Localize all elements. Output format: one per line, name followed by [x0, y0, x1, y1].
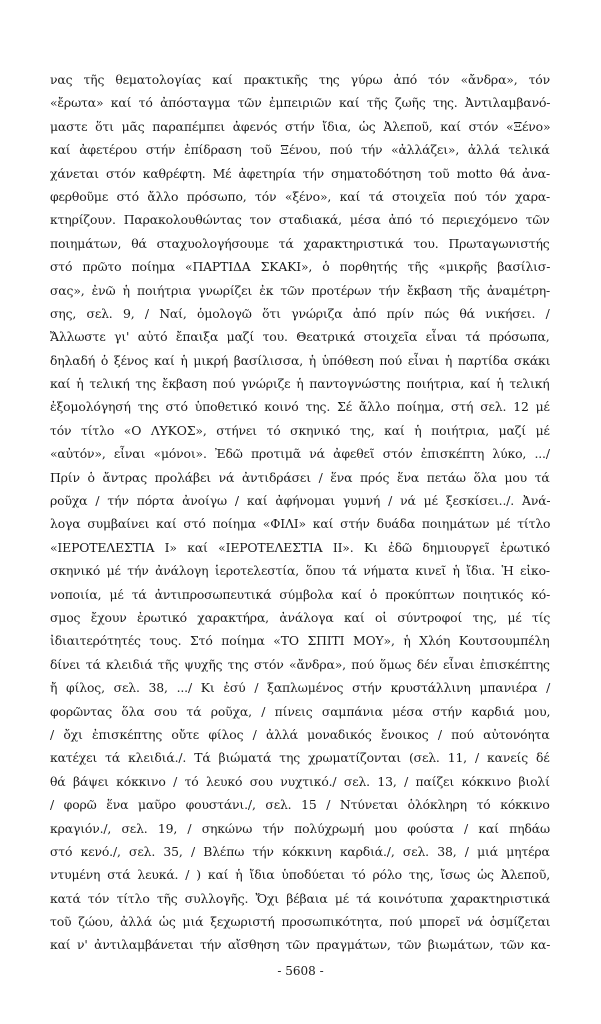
text-line: μαστε ὅτι μᾶς παραπέμπει ἀφενός στήν ἴδια, ὡς Ἀλεποῦ, καί στόν «Ξένο»: [50, 118, 551, 134]
text-line: θά βάψει κόκκινο / τό λευκό σου νυχτικό./ σελ. 13, / παίζει κόκκινο βιολί: [50, 773, 550, 789]
text-line: ἰδιαιτερότητές τους. Στό ποίημα «ΤΟ ΣΠΙΤΙ ΜΟΥ», ἡ Χλόη Κουτσουμπέλη: [50, 633, 550, 649]
text-line: Ἄλλωστε γι' αὐτό ἔπαιξα μαζί του. Θεατρικά στοιχεῖα εἶναι τά πρόσωπα,: [50, 329, 550, 345]
text-line: ντυμένη στά λευκά. / ) καί ἡ ἴδια ὑποδύεται τό ρόλο της, ἴσως ὡς Ἀλεποῦ,: [50, 867, 551, 883]
text-line: χάνεται στόν καθρέφτη. Μέ ἀφετηρία τήν σηματοδότηση τοῦ motto θά ἀνα-: [50, 165, 551, 181]
text-line: ἐξομολόγησή της στό ὑποθετικό κοινό της. Σέ ἄλλο ποίημα, στή σελ. 12 μέ: [50, 399, 550, 415]
text-line: κραγιόν./, σελ. 19, / σηκώνω τήν πολύχρωμή μου φούστα / καί πηδάω: [50, 820, 550, 836]
text-line: φερθοῦμε στό ἄλλο πρόσωπο, τόν «ξένο», καί τά στοιχεῖα πού τόν χαρα-: [50, 188, 551, 204]
text-line: φορῶντας ὅλα σου τά ροῦχα, / πίνεις σαμπάνια μέσα στήν καρδιά μου,: [50, 703, 551, 719]
text-line: «ἔρωτα» καί τό ἀπόσταγμα τῶν ἐμπειριῶν καί τῆς ζωῆς της. Ἀντιλαμβανό-: [50, 95, 551, 111]
text-line: σμος ἔχουν ἐρωτικό χαρακτήρα, ἀνάλογα καί οἱ σύντροφοί της, μέ τίς: [50, 609, 551, 625]
text-line: κτηρίζουν. Παρακολουθώντας τον σταδιακά, μέσα ἀπό τό περιεχόμενο τῶν: [50, 212, 550, 228]
text-line: νοποιία, μέ τά ἀντιπροσωπευτικά σύμβολα καί ὁ προκύπτων ποιητικός κό-: [50, 586, 551, 602]
page-number: - 5608 -: [277, 964, 324, 978]
text-line: καί ἀφετέρου στήν ἐπίδραση τοῦ Ξένου, πού τήν «ἀλλάζει», ἀλλά τελικά: [50, 142, 550, 158]
text-line: κατά τόν τίτλο τῆς συλλογῆς. Ὄχι βέβαια μέ τά κοινότυπα χαρακτηριστικά: [50, 890, 550, 906]
text-line: σας», ἐνῶ ἡ ποιήτρια γνωρίζει ἐκ τῶν προτέρων τήν ἔκβαση τῆς ἀναμέτρη-: [50, 282, 551, 298]
text-line: σκηνικό μέ τήν ἀνάλογη ἱεροτελεστία, ὅπου τά νήματα κινεῖ ἡ ἴδια. Ἡ εἰκο-: [50, 563, 550, 579]
text-line: ἤ φίλος, σελ. 38, .../ Κι ἐσύ / ξαπλωμένος στήν κρυστάλλινη μπανιέρα /: [50, 680, 551, 696]
text-line: καί ν' ἀντιλαμβάνεται τήν αἴσθηση τῶν πραγμάτων, τῶν βιωμάτων, τῶν κα-: [50, 937, 551, 953]
text-line: δίνει τά κλειδιά τῆς ψυχῆς της στόν «ἄνδρα», πού ὅμως δέν εἶναι ἐπισκέπτης: [50, 656, 550, 672]
text-line: λογα συμβαίνει καί στό ποίημα «ΦΙΛΙ» καί στήν δυάδα ποιημάτων μέ τίτλο: [50, 516, 551, 532]
text-line: καί ἡ τελική της ἔκβαση πού γνώριζε ἡ παντογνώστης ποιήτρια, καί ἡ τελική: [50, 376, 550, 392]
text-line: ροῦχα / τήν πόρτα ἀνοίγω / καί ἀφήνομαι γυμνή / νά μέ ξεσκίσει../. Ἀνά-: [50, 493, 551, 509]
body-text: [50, 68, 550, 957]
text-line: / φορῶ ἕνα μαῦρο φουστάνι./, σελ. 15 / Ντύνεται ὁλόκληρη τό κόκκινο: [50, 797, 550, 813]
text-line: νας τῆς θεματολογίας καί πρακτικῆς της γύρω ἀπό τόν «ἄνδρα», τόν: [50, 72, 550, 87]
text-line: «αὐτόν», εἶναι «μόνοι». Ἐδῶ προτιμᾶ νά ἀφεθεῖ στόν ἐπισκέπτη λύκο, .../: [50, 446, 550, 462]
text-line: κατέχει τά κλειδιά./. Τά βιώματά της χρωματίζονται (σελ. 11, / κανείς δέ: [50, 750, 550, 766]
text-line: Πρίν ὁ ἄντρας προλάβει νά ἀντιδράσει / ἕνα πρός ἕνα πετάω ὅλα μου τά: [50, 469, 550, 485]
text-line: «ΙΕΡΟΤΕΛΕΣΤΙΑ Ι» καί «ΙΕΡΟΤΕΛΕΣΤΙΑ ΙΙ». Κι ἐδῶ δημιουργεῖ ἐρωτικό: [50, 539, 550, 555]
text-line: στό πρῶτο ποίημα «ΠΑΡΤΙΔΑ ΣΚΑΚΙ», ὁ πορθητής τῆς «μικρῆς βασίλισ-: [50, 259, 551, 275]
text-line: τοῦ ζώου, ἀλλά ὡς μιά ξεχωριστή προσωπικότητα, πού μπορεῖ νά ὁσμίζεται: [50, 914, 551, 930]
text-line: στό κενό./, σελ. 35, / Βλέπω τήν κόκκινη καρδιά./, σελ. 38, / μιά μητέρα: [50, 843, 550, 859]
text-line: ποιημάτων, θά σταχυολογήσουμε τά χαρακτηριστικά του. Πρωταγωνιστής: [50, 235, 550, 251]
text-line: δηλαδή ὁ ξένος καί ἡ μικρή βασίλισσα, ἡ ὑπόθεση πού εἶναι ἡ παρτίδα σκάκι: [50, 352, 551, 368]
text-line: τόν τίτλο «Ο ΛΥΚΟΣ», στήνει τό σκηνικό της, καί ἡ ποιήτρια, μαζί μέ: [50, 422, 550, 438]
text-line: σης, σελ. 9, / Ναί, ὁμολογῶ ὅτι γνώριζα ἀπό πρίν πώς θά νικήσει. /: [50, 305, 550, 321]
text-line: / ὄχι ἐπισκέπτης οὔτε φίλος / ἀλλά μοναδικός ἔνοικος / πού αὐτονόητα: [50, 726, 550, 742]
